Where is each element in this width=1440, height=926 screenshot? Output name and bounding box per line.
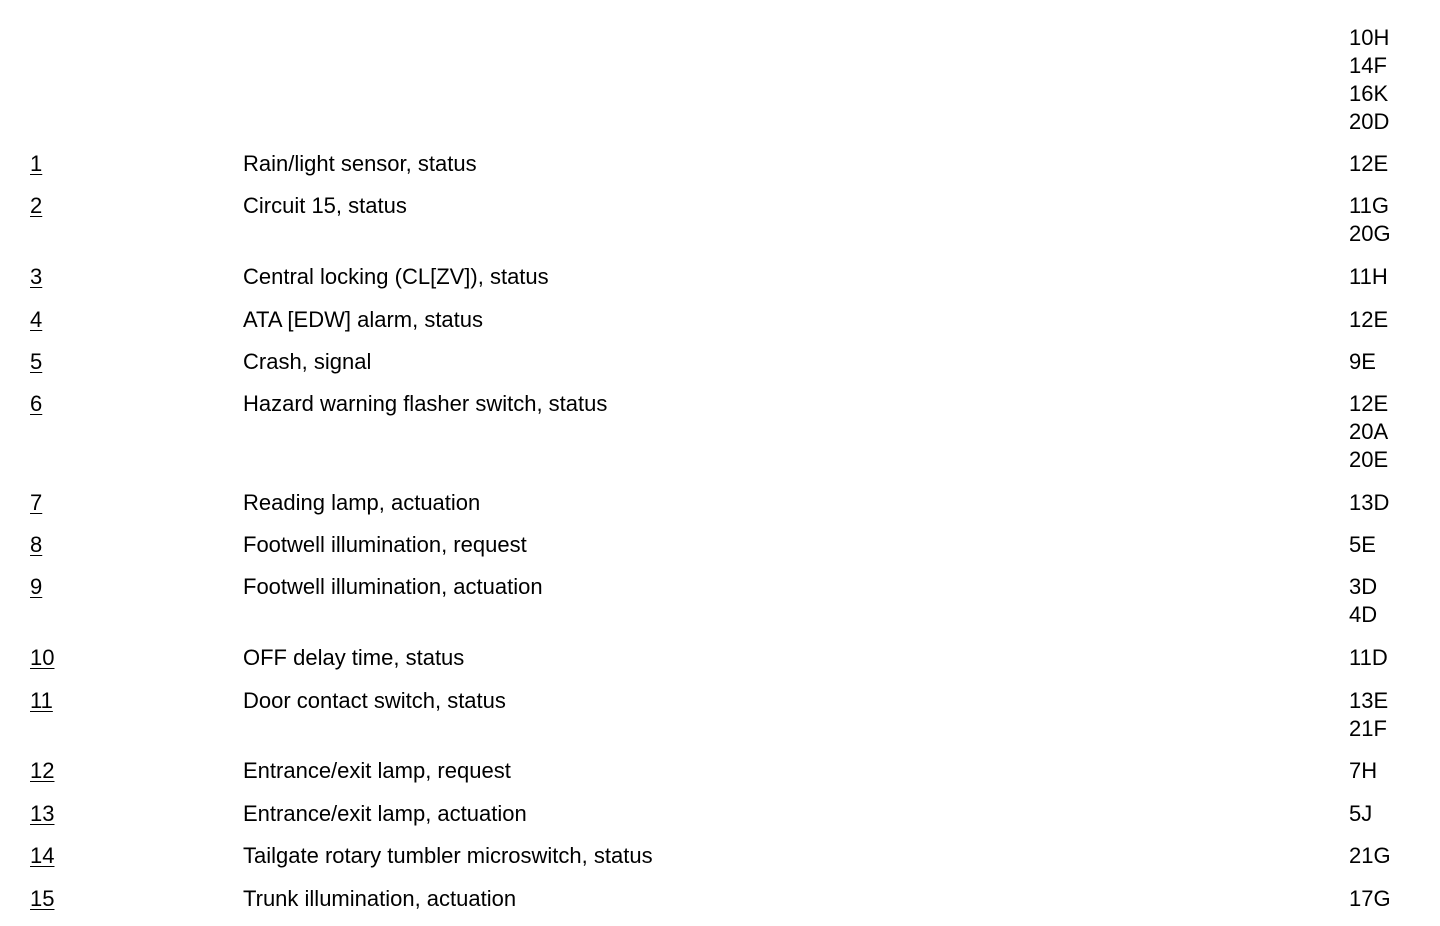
- row-description: OFF delay time, status: [243, 645, 465, 670]
- row-codes: [1349, 573, 1429, 629]
- row-description: Reading lamp, actuation: [243, 490, 481, 515]
- row-description: Hazard warning flasher switch, status: [243, 391, 608, 416]
- row-code: 13D: [1349, 490, 1390, 515]
- row-number-link[interactable]: 7: [30, 490, 43, 515]
- row-codes: [1349, 489, 1429, 517]
- row-number-link[interactable]: 10: [30, 645, 55, 670]
- row-number-link[interactable]: 1: [30, 151, 43, 176]
- signal-row: [0, 885, 1440, 925]
- row-codes: [1349, 800, 1429, 828]
- row-code: 13E: [1349, 688, 1389, 713]
- row-codes: [1349, 885, 1429, 913]
- row-code: 5E: [1349, 532, 1376, 557]
- row-codes: [1349, 390, 1429, 474]
- row-number-link[interactable]: 6: [30, 391, 43, 416]
- row-code: 11H: [1349, 264, 1388, 289]
- row-description: Central locking (CL[ZV]), status: [243, 264, 549, 289]
- row-description: ATA [EDW] alarm, status: [243, 307, 484, 332]
- header-code: 14F: [1349, 53, 1387, 78]
- header-code: 10H: [1349, 25, 1390, 50]
- row-code: 3D: [1349, 574, 1378, 599]
- row-codes: [1349, 263, 1429, 291]
- row-description: Rain/light sensor, status: [243, 151, 477, 176]
- row-code: 9E: [1349, 349, 1376, 374]
- row-number-link[interactable]: 4: [30, 307, 43, 332]
- header-codes: [1349, 24, 1429, 136]
- row-number-link[interactable]: 14: [30, 843, 55, 868]
- row-number-link[interactable]: 11: [30, 688, 53, 713]
- row-number-link[interactable]: 3: [30, 264, 43, 289]
- header-code: 20D: [1349, 109, 1390, 134]
- row-description: Crash, signal: [243, 349, 372, 374]
- row-code: 12E: [1349, 151, 1389, 176]
- row-codes: [1349, 192, 1429, 248]
- row-codes: [1349, 306, 1429, 334]
- row-code: 21G: [1349, 843, 1391, 868]
- row-code: 12E: [1349, 307, 1389, 332]
- row-codes: [1349, 348, 1429, 376]
- row-codes: [1349, 757, 1429, 785]
- row-description: Entrance/exit lamp, request: [243, 758, 511, 783]
- row-code: 5J: [1349, 801, 1373, 826]
- row-code: 21F: [1349, 716, 1387, 741]
- row-description: Entrance/exit lamp, actuation: [243, 801, 527, 826]
- row-number-link[interactable]: 15: [30, 886, 55, 911]
- row-description: Trunk illumination, actuation: [243, 886, 517, 911]
- row-number-link[interactable]: 9: [30, 574, 43, 599]
- row-code: 11D: [1349, 645, 1388, 670]
- row-number-link[interactable]: 2: [30, 193, 43, 218]
- signal-row: [0, 390, 1440, 474]
- row-code: 20E: [1349, 447, 1389, 472]
- row-description: Door contact switch, status: [243, 688, 506, 713]
- row-codes: [1349, 150, 1429, 178]
- row-codes: [1349, 531, 1429, 559]
- row-description: Footwell illumination, actuation: [243, 574, 543, 599]
- row-code: 12E: [1349, 391, 1389, 416]
- row-description: Footwell illumination, request: [243, 532, 527, 557]
- row-code: 4D: [1349, 602, 1378, 627]
- row-description: Tailgate rotary tumbler microswitch, status: [243, 843, 653, 868]
- row-number-link[interactable]: 5: [30, 349, 43, 374]
- header-code: 16K: [1349, 81, 1389, 106]
- row-codes: [1349, 842, 1429, 870]
- row-code: 17G: [1349, 886, 1391, 911]
- row-code: 7H: [1349, 758, 1378, 783]
- row-codes: [1349, 687, 1429, 743]
- row-number-link[interactable]: 8: [30, 532, 43, 557]
- row-number-link[interactable]: 13: [30, 801, 55, 826]
- row-code: 20G: [1349, 221, 1391, 246]
- row-codes: [1349, 644, 1429, 672]
- row-code: 11G: [1349, 193, 1389, 218]
- row-number-link[interactable]: 12: [30, 758, 55, 783]
- row-description: Circuit 15, status: [243, 193, 407, 218]
- row-code: 20A: [1349, 419, 1389, 444]
